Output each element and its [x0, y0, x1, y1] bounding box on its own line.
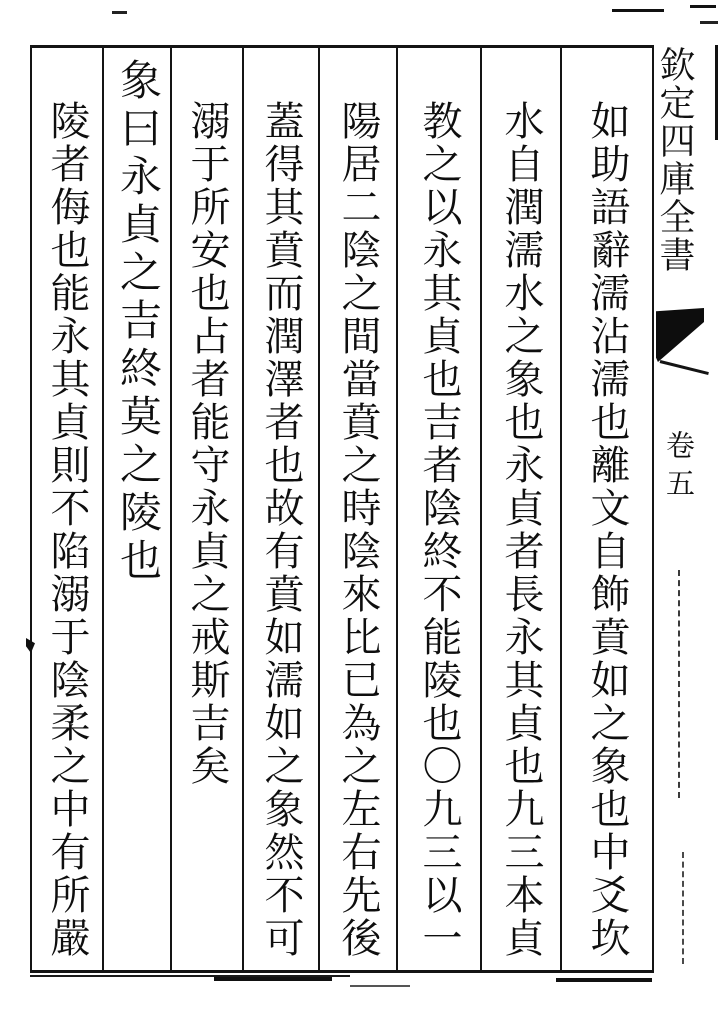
- fold-dashed-line: [682, 852, 684, 964]
- scan-artifact: [700, 21, 718, 24]
- volume-label: 卷五: [662, 430, 694, 506]
- scan-artifact: [556, 978, 652, 982]
- column-text: 溺于所安也占者能守永貞之戒斯吉矣: [185, 100, 230, 788]
- scan-artifact: [690, 5, 716, 8]
- column-text: 陽居二陰之間當賁之時陰來比已為之左右先後: [336, 100, 381, 960]
- column-text: 水自潤濡水之象也永貞者長永其貞也九三本貞: [499, 100, 544, 960]
- text-column-4: [318, 48, 396, 970]
- text-column-2: [480, 48, 560, 970]
- book-title: 欽定四庫全書: [655, 46, 695, 274]
- column-text: 教之以永其貞也吉者陰終不能陵也〇九三以一: [417, 100, 462, 960]
- text-column-5: [242, 48, 318, 970]
- scan-artifact: [112, 11, 127, 14]
- scan-artifact: [612, 9, 664, 12]
- text-column-7: [102, 48, 170, 970]
- text-column-3: [396, 48, 480, 970]
- scan-artifact: [30, 975, 350, 977]
- fishtail-mark-icon: [656, 308, 704, 362]
- column-text: 陵者侮也能永其貞則不陷溺于陰柔之中有所嚴: [45, 100, 90, 960]
- text-column-8: [32, 48, 102, 970]
- scan-artifact: [350, 985, 410, 987]
- fishtail-tail-line: [660, 360, 709, 375]
- fold-dashed-line: [678, 570, 680, 798]
- text-column-6: [170, 48, 242, 970]
- scan-artifact: [715, 45, 718, 140]
- column-text: 象曰永貞之吉終莫之陵也: [114, 58, 160, 586]
- text-block: [30, 45, 654, 973]
- text-column-1: [560, 48, 652, 970]
- column-text: 蓋得其賁而潤澤者也故有賁如濡如之象然不可: [259, 100, 304, 960]
- column-text: 如助語辭濡沾濡也離文自飾賁如之象也中爻坎: [585, 100, 630, 960]
